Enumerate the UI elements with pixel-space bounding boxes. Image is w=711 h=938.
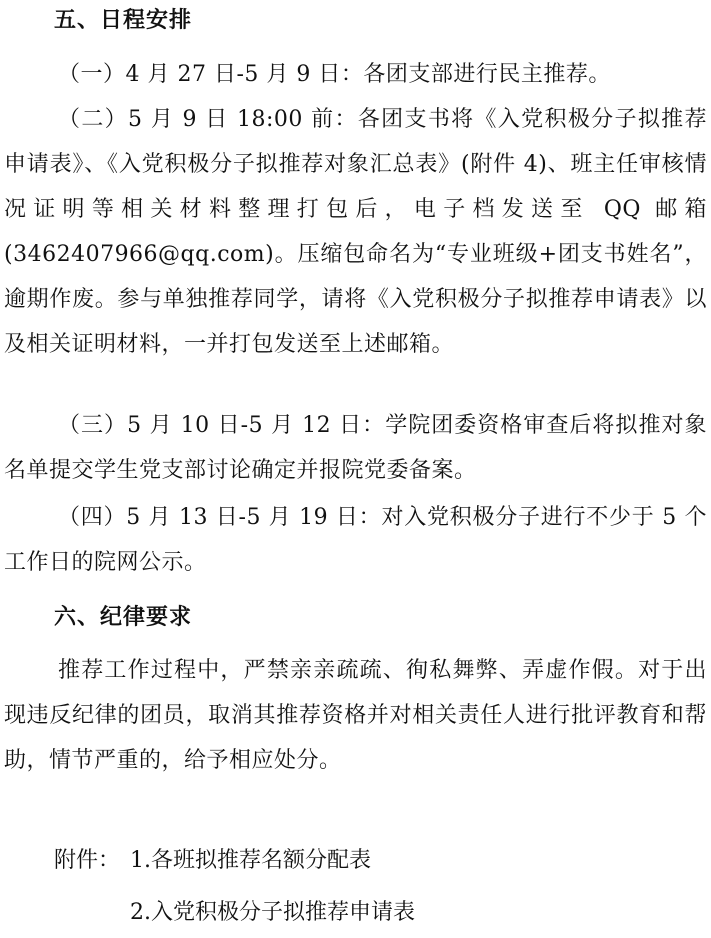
schedule-item-3: （三）5 月 10 日-5 月 12 日：学院团委资格审查后将拟推对象名单提交学生党支部讨论确定并报院党委备案。 [4,413,707,483]
attachments-label: 附件： [54,848,121,873]
attachment-item-1: 1.各班拟推荐名额分配表 [130,848,371,873]
attachment-item-2: 2.入党积极分子拟推荐申请表 [130,900,415,925]
schedule-item-4: （四）5 月 13 日-5 月 19 日：对入党积极分子进行不少于 5 个工作日的院网公示。 [4,505,707,575]
schedule-item-1: （一）4 月 27 日-5 月 9 日：各团支部进行民主推荐。 [58,62,611,87]
discipline-paragraph: 推荐工作过程中，严禁亲亲疏疏、徇私舞弊、弄虚作假。对于出现违反纪律的团员，取消其推荐资格并对相关责任人进行批评教育和帮助，情节严重的，给予相应处分。 [4,658,707,773]
section-5-heading: 五、日程安排 [54,8,193,33]
section-6-heading: 六、纪律要求 [54,605,193,630]
schedule-item-2: （二）5 月 9 日 18:00 前：各团支书将《入党积极分子拟推荐申请表》、《入党积极分子拟推荐对象汇总表》(附件 4)、班主任审核情况证明等相关材料整理打包后，电子档发送至 QQ 邮箱(3462407966@qq.com)。压缩包命名为“专业班级+团支书姓名”，逾期作废。参与单独推荐同学，请将《入党积极分子拟推荐申请表》以及相关证明材料，一并打包发送至上述邮箱。 [4,107,707,357]
